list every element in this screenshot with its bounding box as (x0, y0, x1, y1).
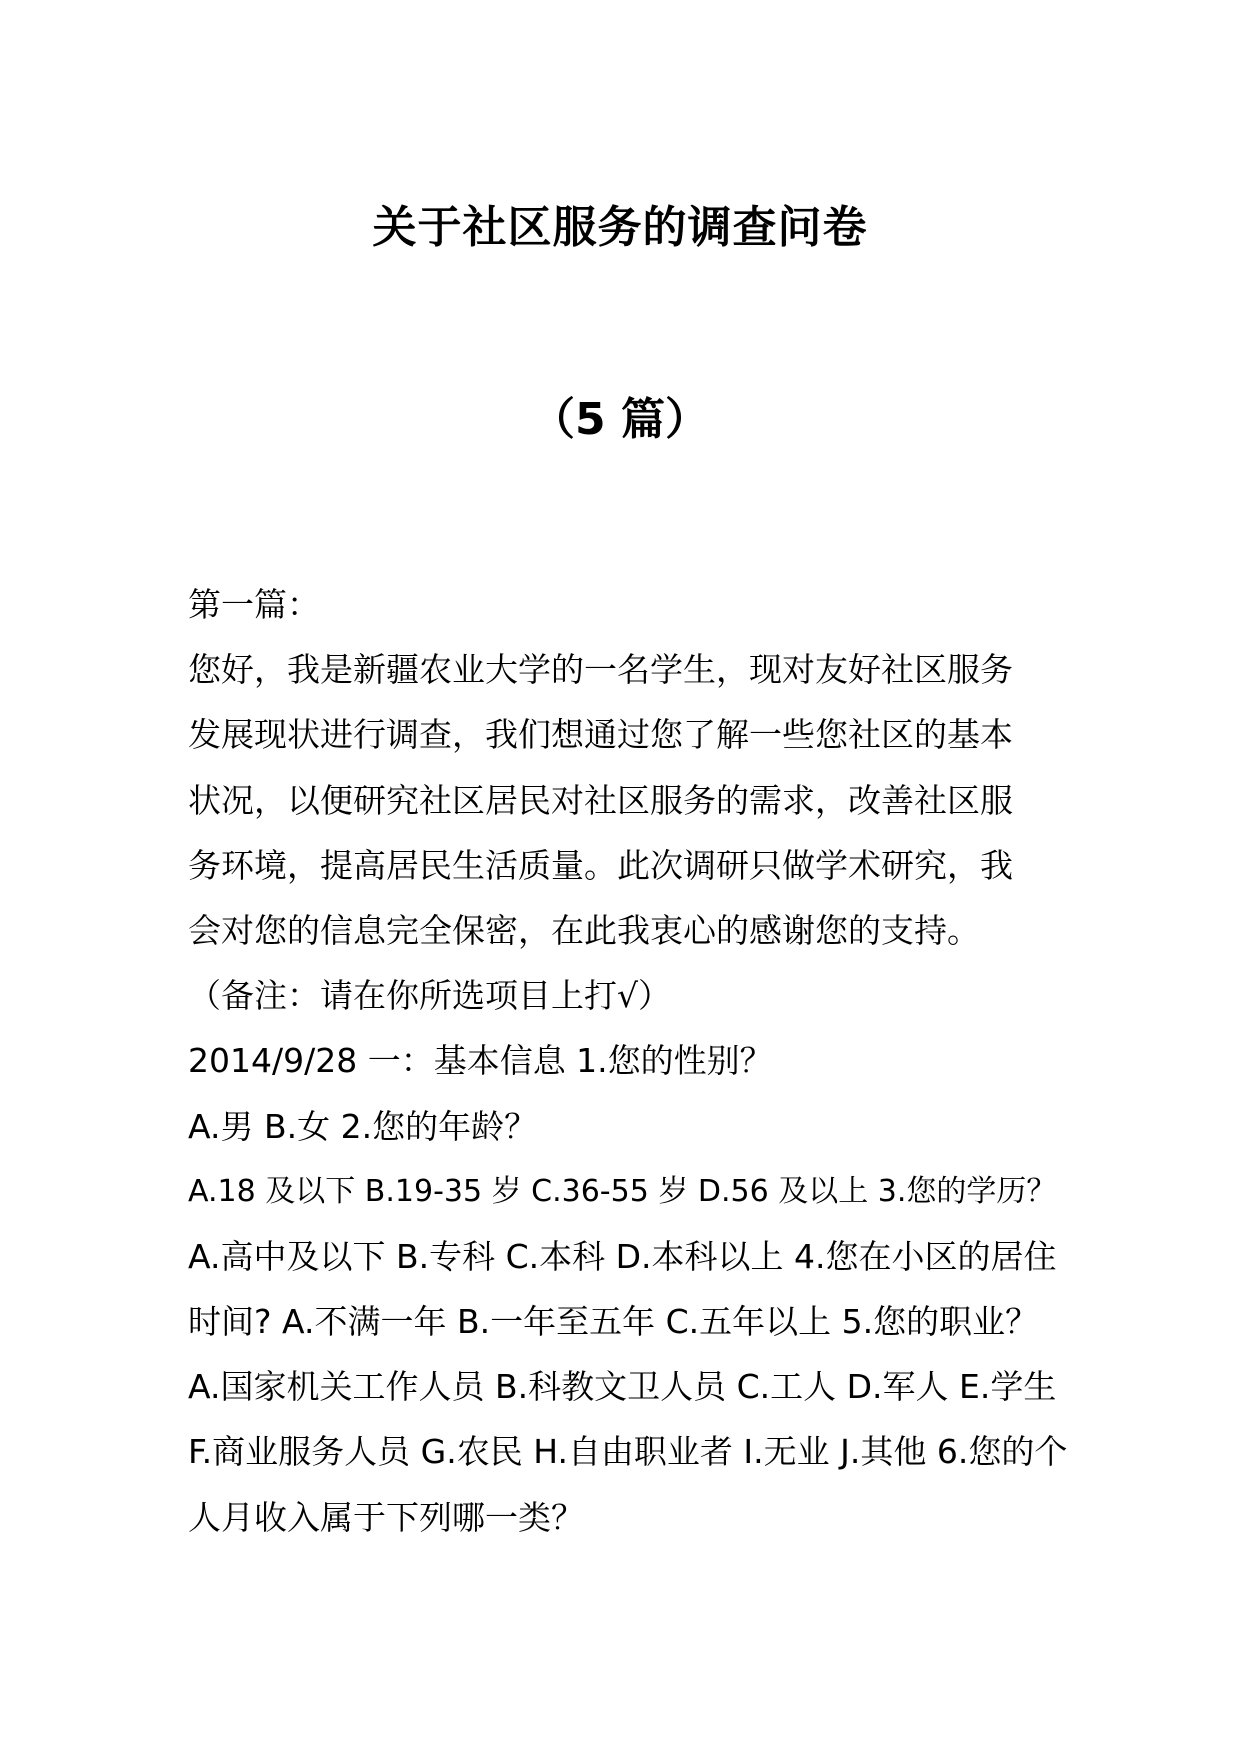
section-heading: 第一篇： (188, 585, 320, 624)
question-line: 2014/9/28 一：基本信息 1.您的性别？ (188, 1041, 773, 1081)
question-line: 人月收入属于下列哪一类？ (188, 1497, 584, 1537)
document-body (188, 572, 1068, 1550)
intro-line: 会对您的信息完全保密，在此我衷心的感谢您的支持。 (188, 910, 980, 950)
question-line: A.18 及以下 B.19-35 岁 C.36-55 岁 D.56 及以上 3.您的学历？ (188, 1173, 1057, 1209)
question-line: F.商业服务人员 G.农民 H.自由职业者 I.无业 J.其他 6.您的个 (188, 1432, 1068, 1472)
note-line: （备注：请在你所选项目上打√） (188, 976, 672, 1016)
intro-line: 状况，以便研究社区居民对社区服务的需求，改善社区服 (188, 780, 1013, 820)
document-subtitle: （5 篇） (531, 394, 709, 445)
question-line: A.男 B.女 2.您的年龄？ (188, 1106, 538, 1146)
question-line: A.国家机关工作人员 B.科教文卫人员 C.工人 D.军人 E.学生 (188, 1367, 1057, 1407)
intro-line: 务环境，提高居民生活质量。此次调研只做学术研究，我 (188, 845, 1013, 885)
question-line: 时间? A.不满一年 B.一年至五年 C.五年以上 5.您的职业？ (188, 1302, 1039, 1342)
document-title: 关于社区服务的调查问卷 (372, 202, 868, 253)
intro-line: 发展现状进行调查，我们想通过您了解一些您社区的基本 (188, 715, 1013, 755)
question-line: A.高中及以下 B.专科 C.本科 D.本科以上 4.您在小区的居住 (188, 1236, 1057, 1276)
intro-line: 您好，我是新疆农业大学的一名学生，现对友好社区服务 (188, 650, 1013, 690)
